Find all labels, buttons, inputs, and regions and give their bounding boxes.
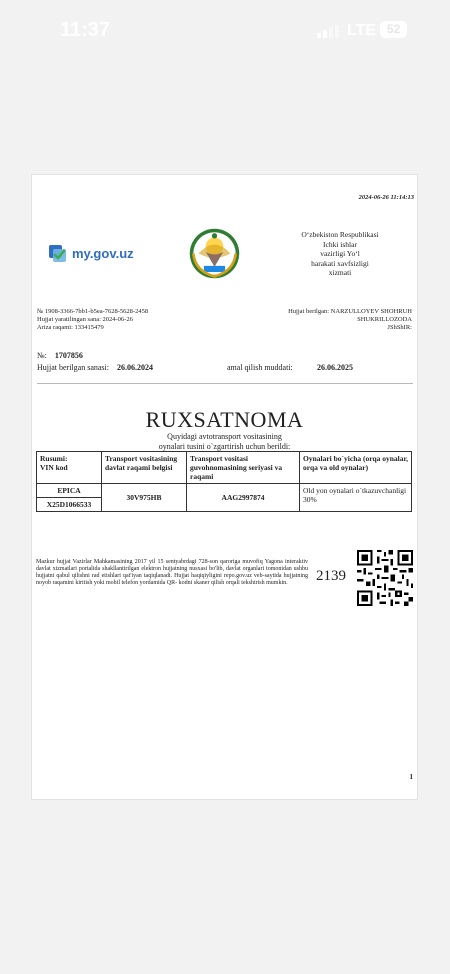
- agency-line: harakati xavfsizligi: [311, 258, 369, 268]
- issuing-agency: [290, 230, 390, 278]
- subtitle-line: oynalari tusini o`zgartirish uchun berildi:: [158, 442, 291, 451]
- signal-icon: [317, 25, 339, 38]
- agency-line: xizmati: [328, 268, 352, 277]
- qr-code-icon[interactable]: [357, 550, 413, 606]
- divider: [37, 383, 413, 384]
- table-header-row: [37, 452, 412, 484]
- status-bar: [0, 0, 450, 64]
- document-page: [31, 174, 418, 800]
- agency-line: vazirligi Yo‘l: [320, 249, 360, 258]
- valid-until-label: amal qilish muddati:: [227, 363, 293, 372]
- document-subtitle: [32, 432, 417, 452]
- verification-code: 2139: [316, 568, 346, 584]
- header-windows: Oynalari bo`yicha (orqa oynalar, orqa va old oynalar): [300, 452, 412, 484]
- network-type: LTE: [347, 22, 377, 39]
- table-row: [37, 484, 412, 512]
- document-timestamp: 2024-06-26 11:14:13: [358, 194, 414, 201]
- cell-certificate: AAG2997874: [187, 484, 300, 512]
- document-id: № 1908-3366-7bb1-b5ea-7628-5628-2458: [37, 308, 149, 315]
- page-number: 1: [409, 773, 413, 781]
- agency-line: Ichki ishlar: [323, 239, 357, 249]
- header-plate: Transport vositasining davlat raqami belgisi: [102, 452, 187, 484]
- issue-date: 26.06.2024: [116, 363, 153, 372]
- header-certificate: Transport vositasi guvohnomasining seriyasi va raqami: [187, 452, 300, 484]
- document-meta-right: [288, 308, 412, 332]
- cell-model-vin: [37, 484, 102, 512]
- cell-model: EPICA: [37, 484, 101, 498]
- valid-until-date: 26.06.2025: [317, 363, 353, 372]
- mygov-logo: [48, 243, 134, 263]
- issued-to-cont: SHUKRILLOZODA: [357, 316, 412, 323]
- cell-windows: Old yon oynalari o`tkazuvchanligi 30%: [300, 484, 412, 512]
- mygov-logo-icon: [48, 243, 68, 263]
- issued-to: Hujjat berilgan: NARZULLOYEV SHOHRUH: [288, 308, 412, 315]
- subtitle-line: Quyidagi avtotransport vositasining: [167, 432, 282, 441]
- jshshir: JShShIR:: [387, 324, 412, 331]
- legal-notice: Mazkur hujjat Vazirlar Mahkamasining 2017 yil 15 sentyabrdagi 728-son qaroriga muvofiq Yagona interaktiv davlat xizmatlari portalida shakllantirilgan elektron hujjatning nusxasi bo'lib, davlat organlari tomonidan ushbu hujjatni qabul qilishni rad etishlari qat'iyan taqiqlanadi. Hujjat haqiqiyligini repo.gov.uz veb-saytida hujjatning noyob raqamini kiritish yoki mobil telefon yordamida QR- kodni skaner qilish orqali tekshirish mumkin.: [36, 559, 308, 586]
- document-meta-left: [37, 308, 148, 332]
- cell-vin: X25D1066533: [46, 500, 92, 509]
- uzbekistan-emblem-icon: [188, 227, 241, 280]
- cell-plate: 30V975HB: [102, 484, 187, 512]
- issue-date-label: Hujjat berilgan sanasi:: [37, 363, 109, 372]
- mygov-logo-text: my.gov.uz: [72, 245, 134, 261]
- battery-icon: 52: [380, 21, 407, 38]
- dates-row: [37, 363, 413, 372]
- application-number: Ariza raqami: 133415479: [37, 324, 104, 331]
- vehicle-table: [36, 451, 412, 512]
- permit-number-row: [37, 351, 83, 360]
- agency-line: O‘zbekiston Respublikasi: [301, 230, 379, 239]
- document-created-date: Hujjat yaratilingan sana: 2024-06-26: [37, 316, 133, 323]
- permit-number-label: №:: [37, 351, 47, 360]
- header-model-vin: Rusumi: VIN kod: [37, 452, 102, 484]
- document-title: RUXSATNOMA: [145, 407, 304, 432]
- status-time: 11:37: [60, 19, 111, 41]
- permit-number: 1707856: [54, 351, 83, 360]
